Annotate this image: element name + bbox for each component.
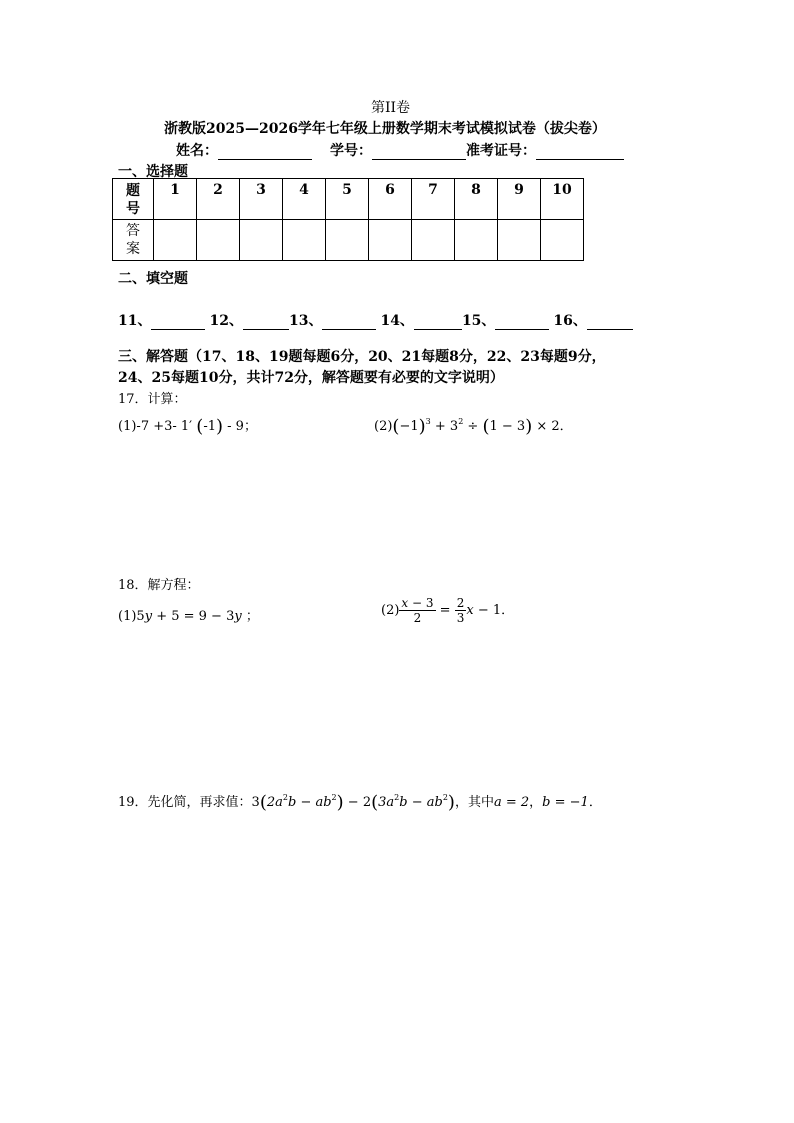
answer-cell[interactable]: [455, 220, 498, 261]
fill-item-label: 14、: [380, 313, 414, 329]
fraction-left: $\frac{x - 3}{2}$: [401, 596, 434, 625]
fill-item-label: 13、: [288, 313, 323, 329]
q19-label: 19．先化简，再求值：: [118, 795, 252, 810]
q18-label: 18．解方程：: [118, 578, 200, 593]
question-number-cell: 4: [283, 179, 326, 220]
row-header-answer: 答 案: [113, 220, 154, 261]
answer-cell[interactable]: [154, 220, 197, 261]
answer-cell[interactable]: [326, 220, 369, 261]
q17-part1: (1)-7 +3- 1′ (-1) - 9；: [118, 416, 257, 437]
question-number-cell: 7: [412, 179, 455, 220]
volume-label: 第II卷: [371, 100, 411, 116]
question-number-cell: 5: [326, 179, 369, 220]
name-label: 姓名：: [176, 143, 218, 159]
section-solve-title-line2: 24、25每题10分，共计72分，解答题要有必要的文字说明）: [118, 370, 504, 386]
answer-cell[interactable]: [369, 220, 412, 261]
fill-blank-15[interactable]: [495, 315, 549, 330]
fill-blank-line: [118, 310, 633, 330]
section-fill-title: 二、填空题: [118, 271, 188, 287]
fraction-right: $\frac{2}{3}$: [456, 596, 465, 625]
question-number-cell: 2: [197, 179, 240, 220]
answer-cell[interactable]: [197, 220, 240, 261]
name-field[interactable]: [218, 145, 312, 160]
exam-number-field[interactable]: [536, 145, 624, 160]
student-id-label: 学号：: [330, 143, 372, 159]
question-number-cell: 3: [240, 179, 283, 220]
answer-cell[interactable]: [498, 220, 541, 261]
question-number-cell: 8: [455, 179, 498, 220]
exam-number-label: 准考证号：: [466, 143, 536, 159]
fill-item-label: 11、: [118, 313, 152, 329]
fill-blank-12[interactable]: [243, 315, 289, 330]
question-number-cell: 10: [541, 179, 584, 220]
q17-part2: $(2)(-1)^3 + 3^2 \div (1 - 3) \times 2$．: [374, 416, 573, 437]
fill-blank-11[interactable]: [151, 315, 205, 330]
exam-title: 浙教版2025—2026学年七年级上册数学期末考试模拟试卷（拔尖卷）: [164, 121, 606, 137]
q18-part2: (2) $\frac{x - 3}{2}$ = $\frac{2}{3}$ x − 1．: [381, 596, 515, 625]
row-header-number: 题 号: [113, 179, 154, 220]
q18-part1: (1)5y + 5 = 9 − 3y ；: [118, 609, 259, 624]
fill-item-label: 12、: [209, 313, 243, 329]
fill-blank-16[interactable]: [587, 315, 633, 330]
answer-table-number-row: [113, 179, 584, 220]
answer-cell[interactable]: [283, 220, 326, 261]
student-id-field[interactable]: [372, 145, 466, 160]
answer-table: [112, 178, 584, 261]
section-solve-title-line1: 三、解答题（17、18、19题每题6分，20、21每题8分，22、23每题9分，: [118, 349, 606, 365]
question-number-cell: 6: [369, 179, 412, 220]
fill-item-label: 16、: [553, 313, 587, 329]
q19-line: 19．先化简，再求值：$3(2a^2b - ab^2) - 2(3a^2b - ab^2)$，其中a = 2，b = −1．: [118, 792, 602, 813]
answer-table-answer-row: [113, 220, 584, 261]
fill-blank-14[interactable]: [414, 315, 462, 330]
answer-cell[interactable]: [240, 220, 283, 261]
question-number-cell: 1: [154, 179, 197, 220]
answer-cell[interactable]: [412, 220, 455, 261]
q17-label: 17．计算：: [118, 392, 187, 407]
answer-cell[interactable]: [541, 220, 584, 261]
fill-blank-13[interactable]: [322, 315, 376, 330]
section-choice-title: 一、选择题: [118, 164, 188, 180]
student-info-line: [176, 140, 624, 160]
fill-item-label: 15、: [461, 313, 496, 329]
question-number-cell: 9: [498, 179, 541, 220]
